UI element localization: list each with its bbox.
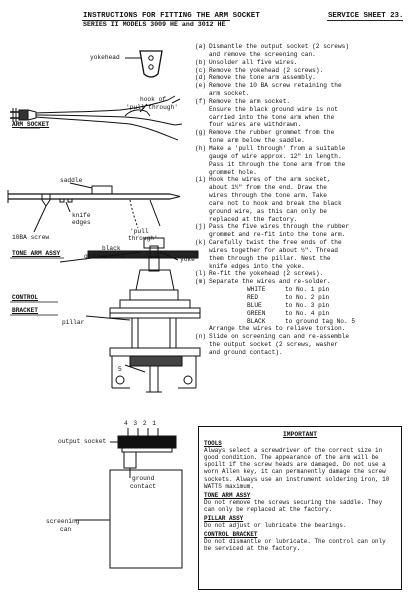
label-edges: edges bbox=[72, 219, 91, 226]
document-title: INSTRUCTIONS FOR FITTING THE ARM SOCKET bbox=[83, 12, 260, 20]
wire-table bbox=[247, 286, 409, 325]
label-saddle: saddle bbox=[60, 177, 83, 184]
label-pull-through: 'pull through' bbox=[126, 104, 178, 111]
step-m: (m) Separate the wires and re-solder. bbox=[195, 278, 331, 286]
label-10ba-screw: 10BA screw bbox=[12, 234, 50, 241]
label-pillar: pillar bbox=[62, 319, 85, 326]
service-sheet-number: SERVICE SHEET 23. bbox=[328, 12, 404, 20]
label-yokehead: yokehead bbox=[90, 54, 120, 61]
wire-note: Arrange the wires to relieve torsion. bbox=[209, 325, 346, 333]
pillar-heading: PILLAR ASSY bbox=[204, 515, 244, 523]
important-heading: IMPORTANT bbox=[282, 431, 317, 438]
step-i: (i) Hook the wires of the arm socket, about 1½" from the end. Draw the wires through the tone arm. Take care not to hook and break the black ground wire, as this can only be replaced at the factory. bbox=[195, 176, 342, 223]
bracket-heading: CONTROL BRACKET bbox=[204, 531, 258, 539]
wire-row: GREEN to No. 4 pin bbox=[247, 309, 330, 317]
label-output-socket: output socket bbox=[58, 438, 107, 445]
step-d: (d) Remove the tone arm assembly. bbox=[195, 74, 316, 82]
step-j: (j) Pass the five wires through the rubber grommet and re-fit into the tone arm. bbox=[195, 223, 350, 239]
control-bracket-drawing bbox=[10, 238, 200, 392]
tone-arm-heading: TONE ARM ASSY bbox=[204, 491, 251, 499]
tools-heading: TOOLS bbox=[204, 440, 222, 448]
label-black: black bbox=[102, 245, 121, 252]
pillar-text: Do not adjust or lubricate the bearings. bbox=[204, 522, 347, 530]
step-h: (h) Make a 'pull through' from a suitable gauge of wire approx. 12" in length. Pass it through the tone arm from the grommet hole. bbox=[195, 144, 346, 176]
label-hook-of: hook of bbox=[140, 96, 166, 103]
label-ground: ground bbox=[132, 475, 155, 482]
step-k: (k) Carefully twist the free ends of the wires together for about ½". Thread them through the pillar. Nest the knife edges into the yoke. bbox=[195, 239, 342, 270]
bracket-text: Do not dismantle or lubricate. The control can only be serviced at the factory. bbox=[204, 538, 386, 553]
label-tone-arm-assy: TONE ARM ASSY bbox=[12, 250, 61, 257]
label-ground-wire: ground wire bbox=[84, 253, 125, 260]
step-n: (n) Slide on screening can and re-assemble the output socket (2 screws, washer and ground contact). bbox=[195, 333, 350, 356]
label-screening: screening bbox=[46, 518, 80, 525]
important-box bbox=[198, 426, 402, 590]
instruction-steps bbox=[195, 43, 409, 357]
yokehead-drawing bbox=[125, 51, 162, 77]
label-number-5: 5 bbox=[118, 366, 122, 373]
document-subtitle: SERIES II MODELS 3009 HE and 3012 HE bbox=[83, 21, 226, 28]
tools-text: Always select a screwdriver of the correct size in good condition. The appearance of the arm will be spoilt if the screw heads are damaged. Do not use a worn Allen key, it can permanently damage the screw sockets. Always use an instrument soldering iron, 10 WATTS maximum. bbox=[204, 447, 390, 490]
tone-arm-drawing bbox=[8, 183, 180, 258]
step-a: (a) Dismantle the output socket (2 screws) and remove the screening can. bbox=[195, 43, 350, 58]
label-knife: knife bbox=[72, 212, 91, 219]
wire-row: BLUE to No. 3 pin bbox=[247, 301, 330, 309]
label-contact: contact bbox=[130, 483, 156, 490]
label-arm-socket: ARM SOCKET bbox=[12, 121, 50, 128]
label-control: CONTROL bbox=[12, 294, 38, 301]
label-bracket: BRACKET bbox=[12, 307, 38, 314]
wire-row: RED to No. 2 pin bbox=[247, 294, 330, 301]
step-b: (b) Unsolder all five wires. bbox=[195, 58, 298, 66]
label-pull: 'pull bbox=[130, 228, 149, 235]
label-yoke: yoke bbox=[180, 256, 195, 263]
tone-arm-text: Do not remove the screws securing the saddle. They can only be replaced at the factory. bbox=[204, 498, 383, 513]
output-socket-drawing bbox=[75, 428, 182, 568]
step-f: (f) Remove the arm socket. Ensure the black ground wire is not carried into the tone arm when the four wires are withdrawn. bbox=[195, 97, 338, 129]
label-pin-numbers: 4 3 2 1 bbox=[124, 420, 157, 427]
wire-row: WHITE to No. 1 pin bbox=[247, 286, 330, 294]
step-e: (e) Remove the 10 BA screw retaining the arm socket. bbox=[195, 82, 342, 98]
wire-row: BLACK to ground tag No. 5 bbox=[247, 317, 356, 325]
label-through: through' bbox=[128, 235, 158, 242]
step-g: (g) Remove the rubber grommet from the tone arm below the saddle. bbox=[195, 129, 335, 145]
step-c: (c) Remove the yokehead (2 screws). bbox=[195, 66, 324, 74]
step-l: (l) Re-fit the yokehead (2 screws). bbox=[195, 270, 324, 278]
label-can: can bbox=[60, 526, 72, 533]
